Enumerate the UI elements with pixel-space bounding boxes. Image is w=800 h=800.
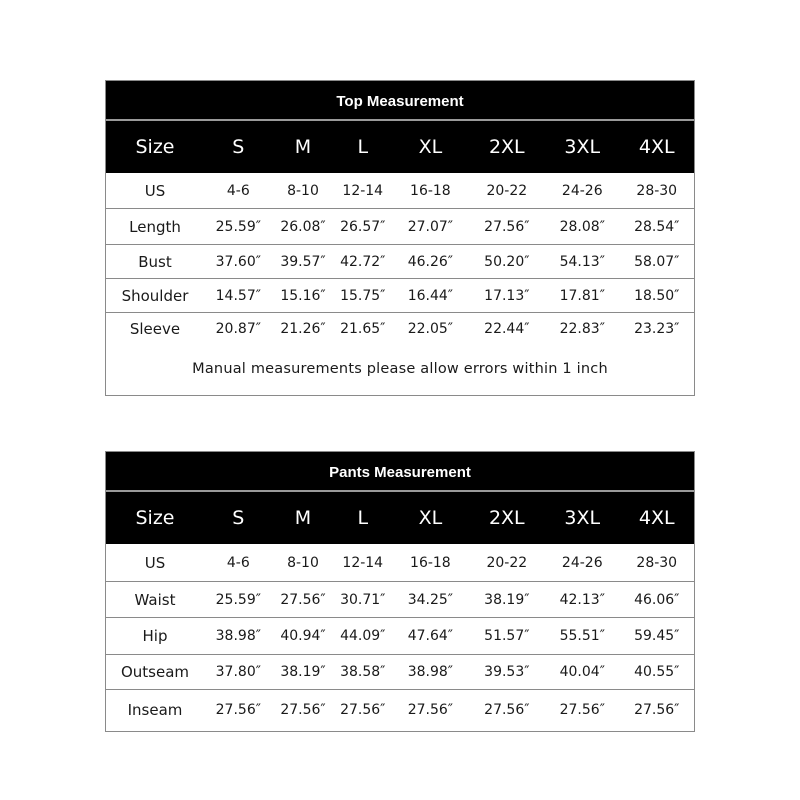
table-cell: 42.13″ <box>559 591 605 608</box>
table-cell: 27.56″ <box>634 701 680 718</box>
header-cell: 3XL <box>564 507 601 529</box>
table-cell: 39.53″ <box>484 664 530 680</box>
table-cell: 22.83″ <box>559 321 605 337</box>
table-cell: 28-30 <box>636 554 678 571</box>
table-cell: 27.56″ <box>484 218 530 235</box>
table-row <box>106 618 694 655</box>
table-cell: 20-22 <box>486 554 528 571</box>
table-cell: 17.81″ <box>559 287 605 304</box>
row-label: Inseam <box>127 700 183 719</box>
table-cell: 22.05″ <box>407 321 454 337</box>
table-cell: 58.07″ <box>634 253 680 270</box>
table-cell: 38.19″ <box>280 664 326 680</box>
row-label: Length <box>129 217 181 236</box>
table-cell: 18.50″ <box>634 287 680 304</box>
table-cell: 21.65″ <box>340 321 386 337</box>
table-title: Top Measurement <box>106 81 694 121</box>
table-cell: 26.57″ <box>340 218 386 235</box>
row-label: US <box>144 553 166 572</box>
table-cell: 30.71″ <box>340 591 386 608</box>
table-cell: 39.57″ <box>280 253 326 270</box>
pants-measurement-table <box>105 451 695 732</box>
table-cell: 14.57″ <box>215 287 261 304</box>
table-cell: 46.26″ <box>407 253 454 270</box>
table-cell: 46.06″ <box>634 591 680 608</box>
table-cell: 17.13″ <box>484 287 530 304</box>
row-label: Shoulder <box>121 286 189 305</box>
table-row <box>106 173 694 209</box>
table-cell: 28-30 <box>636 182 678 199</box>
header-cell: 3XL <box>564 136 601 158</box>
table-cell: 59.45″ <box>634 628 680 644</box>
table-cell: 15.16″ <box>280 287 326 304</box>
table-cell: 27.56″ <box>559 701 605 718</box>
table-cell: 24-26 <box>561 182 603 199</box>
table-cell: 27.56″ <box>407 701 454 718</box>
header-cell: L <box>357 507 369 529</box>
table-row <box>106 655 694 690</box>
header-cell: S <box>232 136 245 158</box>
table-cell: 4-6 <box>226 182 250 199</box>
header-cell: 2XL <box>488 136 525 158</box>
table-cell: 38.98″ <box>407 664 454 680</box>
header-cell: 2XL <box>488 507 525 529</box>
table-cell: 4-6 <box>226 554 250 571</box>
header-cell: Size <box>135 136 175 158</box>
table-cell: 20.87″ <box>215 321 261 337</box>
table-cell: 16.44″ <box>407 287 454 304</box>
table-cell: 42.72″ <box>340 253 386 270</box>
table-cell: 55.51″ <box>559 628 605 644</box>
table-cell: 47.64″ <box>407 628 454 644</box>
size-header-row <box>106 121 694 173</box>
table-cell: 12-14 <box>342 182 384 199</box>
table-cell: 25.59″ <box>215 591 261 608</box>
table-body <box>106 173 694 345</box>
table-cell: 40.04″ <box>559 664 605 680</box>
header-cell: 4XL <box>638 136 675 158</box>
table-cell: 8-10 <box>287 554 319 571</box>
header-cell: 4XL <box>638 507 675 529</box>
table-cell: 28.08″ <box>559 218 605 235</box>
table-cell: 21.26″ <box>280 321 326 337</box>
row-label: Outseam <box>120 663 190 681</box>
table-row <box>106 544 694 582</box>
note-text: Manual measurements please allow errors within 1 inch <box>192 361 608 377</box>
table-cell: 27.56″ <box>215 701 261 718</box>
row-label: Waist <box>134 590 176 609</box>
row-label: Sleeve <box>129 320 181 338</box>
table-cell: 37.60″ <box>215 253 261 270</box>
table-cell: 38.58″ <box>340 664 386 680</box>
table-cell: 37.80″ <box>215 664 261 680</box>
table-cell: 16-18 <box>410 182 451 199</box>
header-cell: M <box>294 507 312 529</box>
table-cell: 27.56″ <box>484 701 530 718</box>
table-cell: 26.08″ <box>280 218 326 235</box>
header-cell: M <box>294 136 312 158</box>
table-cell: 38.19″ <box>484 591 530 608</box>
table-cell: 24-26 <box>561 554 603 571</box>
header-cell: XL <box>418 507 443 529</box>
table-cell: 44.09″ <box>340 628 386 644</box>
table-cell: 20-22 <box>486 182 528 199</box>
table-cell: 25.59″ <box>215 218 261 235</box>
table-body <box>106 544 694 729</box>
table-cell: 28.54″ <box>634 218 680 235</box>
top-measurement-table <box>105 80 695 396</box>
table-cell: 27.56″ <box>340 701 386 718</box>
table-row <box>106 209 694 245</box>
header-cell: Size <box>135 507 175 529</box>
table-cell: 34.25″ <box>407 591 454 608</box>
header-cell: S <box>232 507 245 529</box>
table-row <box>106 690 694 729</box>
table-title: Pants Measurement <box>106 452 694 492</box>
table-row <box>106 582 694 618</box>
measurement-note <box>106 345 694 393</box>
table-cell: 23.23″ <box>634 321 680 337</box>
table-cell: 50.20″ <box>484 253 530 270</box>
table-cell: 54.13″ <box>559 253 605 270</box>
header-cell: XL <box>418 136 443 158</box>
table-cell: 38.98″ <box>215 628 261 644</box>
table-cell: 51.57″ <box>484 628 530 644</box>
table-cell: 40.94″ <box>280 628 326 644</box>
table-cell: 8-10 <box>287 182 319 199</box>
row-label: Bust <box>138 252 172 271</box>
table-cell: 22.44″ <box>484 321 530 337</box>
table-cell: 40.55″ <box>634 664 680 680</box>
table-row <box>106 279 694 313</box>
table-cell: 12-14 <box>342 554 384 571</box>
table-row <box>106 313 694 345</box>
size-header-row <box>106 492 694 544</box>
table-row <box>106 245 694 279</box>
table-cell: 27.07″ <box>407 218 454 235</box>
header-cell: L <box>357 136 369 158</box>
table-cell: 15.75″ <box>340 287 386 304</box>
table-cell: 27.56″ <box>280 591 326 608</box>
row-label: Hip <box>142 627 168 645</box>
table-cell: 27.56″ <box>280 701 326 718</box>
table-cell: 16-18 <box>410 554 451 571</box>
row-label: US <box>144 181 166 200</box>
